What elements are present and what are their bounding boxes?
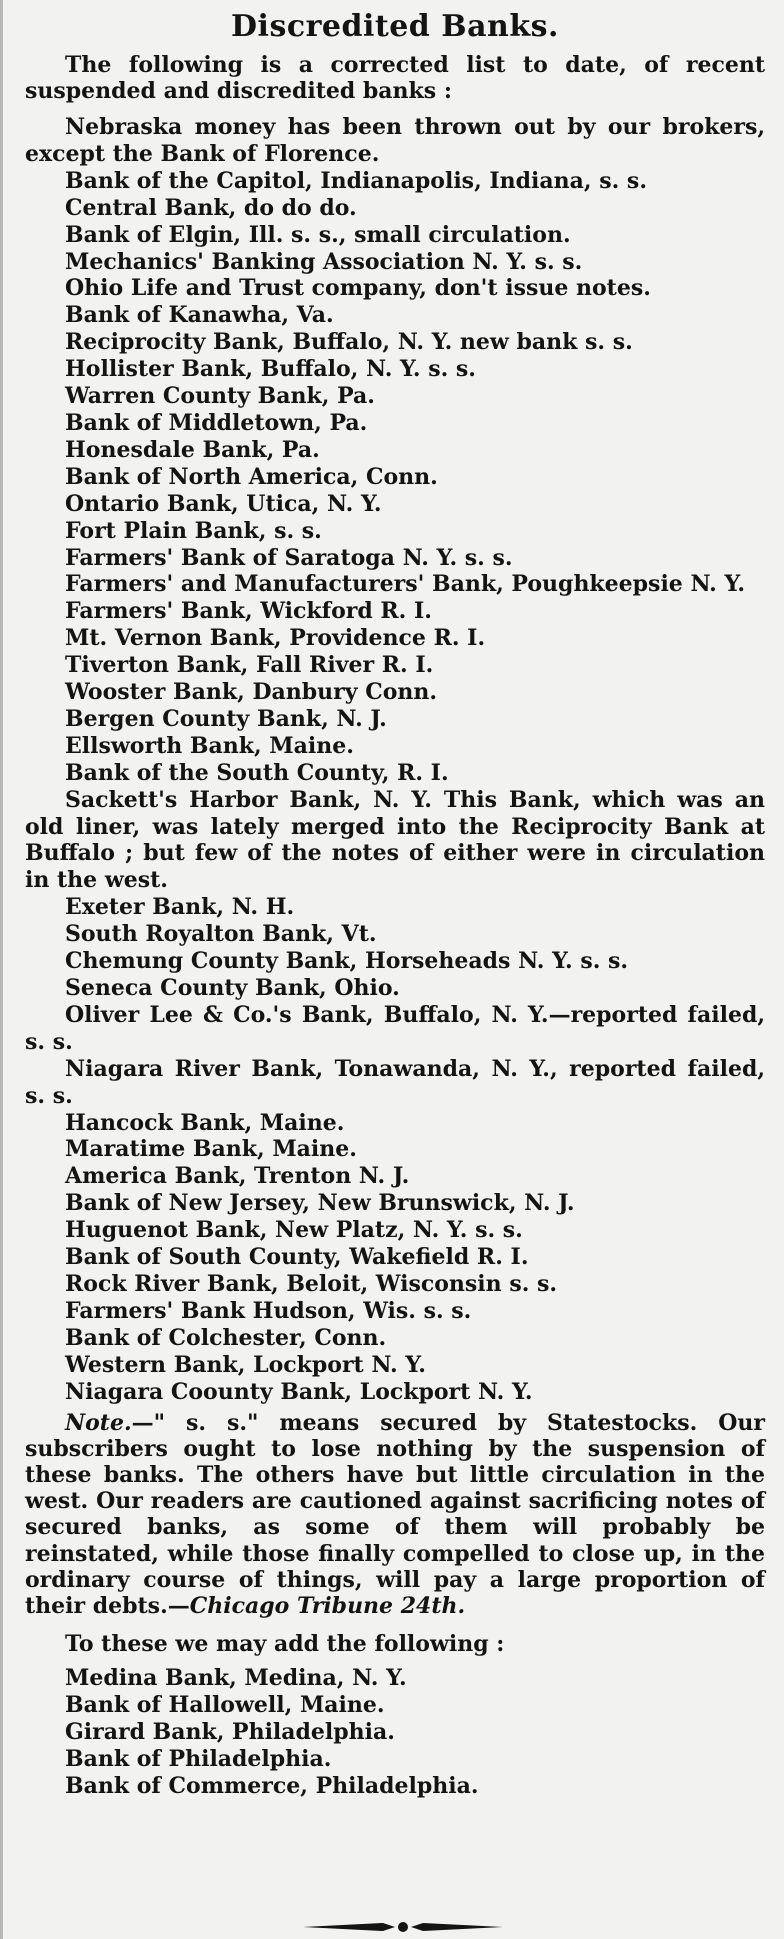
bank-entry: Central Bank, do do do. — [65, 194, 357, 221]
bank-entry: Bank of Colchester, Conn. — [65, 1324, 387, 1351]
bank-entry: Farmers' Bank of Saratoga N. Y. s. s. — [65, 544, 513, 571]
bank-entry: Ohio Life and Trust company, don't issue notes. — [65, 275, 651, 302]
article-title: Discredited Banks. — [231, 9, 559, 44]
addendum-entry: Bank of Philadelphia. — [65, 1745, 332, 1772]
bank-entry: Niagara River Bank, Tonawanda, N. Y., reported failed, s. s. — [25, 1055, 765, 1109]
addendum-entry: Bank of Hallowell, Maine. — [65, 1692, 385, 1719]
bank-entry: Bank of Kanawha, Va. — [65, 302, 334, 329]
note-source: Chicago Tribune 24th. — [189, 1592, 466, 1619]
bank-entry: Warren County Bank, Pa. — [65, 383, 375, 410]
bank-entry: Sackett's Harbor Bank, N. Y. This Bank, which was an old liner, was lately merged into the Reciprocity Bank at Buffalo ; but few of the notes of either were in circulation in the west. — [25, 786, 765, 894]
bank-entry: Wooster Bank, Danbury Conn. — [65, 679, 438, 706]
bank-entry: Farmers' Bank, Wickford R. I. — [65, 598, 432, 625]
bank-entry: Mt. Vernon Bank, Providence R. I. — [65, 625, 486, 652]
bank-entry: Exeter Bank, N. H. — [65, 894, 295, 921]
bank-entry: Bergen County Bank, N. J. — [65, 705, 387, 732]
bank-list — [25, 114, 765, 1406]
bank-entry: Bank of South County, Wakefield R. I. — [65, 1244, 529, 1271]
bank-entry: Bank of the South County, R. I. — [65, 759, 449, 786]
bank-entry: Hancock Bank, Maine. — [65, 1109, 345, 1136]
bank-entry: Western Bank, Lockport N. Y. — [65, 1351, 426, 1378]
bank-entry: Rock River Bank, Beloit, Wisconsin s. s. — [65, 1270, 558, 1297]
article-note — [25, 1410, 765, 1620]
bank-entry: Bank of North America, Conn. — [65, 463, 438, 490]
note-lead: Note. — [65, 1409, 132, 1436]
bank-entry: Bank of New Jersey, New Brunswick, N. J. — [65, 1190, 575, 1217]
column-end-rule — [303, 1920, 503, 1934]
bank-entry: Ellsworth Bank, Maine. — [65, 732, 354, 759]
addendum-entry: Bank of Commerce, Philadelphia. — [65, 1772, 479, 1799]
bank-entry: Farmers' and Manufacturers' Bank, Poughkeepsie N. Y. — [65, 571, 746, 598]
bank-entry: Hollister Bank, Buffalo, N. Y. s. s. — [65, 356, 476, 383]
bank-entry: Mechanics' Banking Association N. Y. s. s. — [65, 248, 583, 275]
bank-entry: Maratime Bank, Maine. — [65, 1136, 357, 1163]
note-body: —" s. s." means secured by Statestocks. Our subscribers ought to lose nothing by the suspension of these banks. The others have but little circulation in the west. Our readers are cautioned against sacrificing notes of secured banks, as some of them will probably be reinstated, while those finally compelled to close up, in the ordinary course of things, will pay a large proportion of their debts.— — [25, 1409, 765, 1619]
bank-entry: Fort Plain Bank, s. s. — [65, 517, 322, 544]
bank-entry: Bank of Middletown, Pa. — [65, 409, 368, 436]
bank-entry: Oliver Lee & Co.'s Bank, Buffalo, N. Y.—reported failed, s. s. — [25, 1001, 765, 1055]
article-column — [25, 8, 765, 1800]
bank-entry: Bank of the Capitol, Indianapolis, Indiana, s. s. — [65, 167, 647, 194]
bank-entry: South Royalton Bank, Vt. — [65, 921, 377, 948]
addendum-entry: Girard Bank, Philadelphia. — [65, 1718, 395, 1745]
bank-entry: Reciprocity Bank, Buffalo, N. Y. new bank s. s. — [65, 329, 633, 356]
bank-entry: Nebraska money has been thrown out by our brokers, except the Bank of Florence. — [25, 114, 765, 167]
article-intro: The following is a corrected list to date, of recent suspended and discredited banks : — [25, 52, 765, 104]
bank-entry: Tiverton Bank, Fall River R. I. — [65, 652, 434, 679]
addendum-entry: Medina Bank, Medina, N. Y. — [65, 1665, 407, 1692]
bank-entry: Bank of Elgin, Ill. s. s., small circulation. — [65, 221, 571, 248]
bank-entry: America Bank, Trenton N. J. — [65, 1163, 410, 1190]
bank-entry: Seneca County Bank, Ohio. — [65, 975, 400, 1001]
addendum-intro: To these we may add the following : — [65, 1631, 505, 1658]
bank-entry: Ontario Bank, Utica, N. Y. — [65, 490, 382, 517]
bank-entry: Honesdale Bank, Pa. — [65, 436, 320, 463]
bank-entry: Huguenot Bank, New Platz, N. Y. s. s. — [65, 1217, 523, 1244]
bank-entry: Farmers' Bank Hudson, Wis. s. s. — [65, 1297, 472, 1324]
bank-entry: Chemung County Bank, Horseheads N. Y. s. s. — [65, 948, 629, 975]
bank-entry: Niagara Coounty Bank, Lockport N. Y. — [65, 1378, 533, 1405]
addendum-list — [25, 1665, 765, 1800]
